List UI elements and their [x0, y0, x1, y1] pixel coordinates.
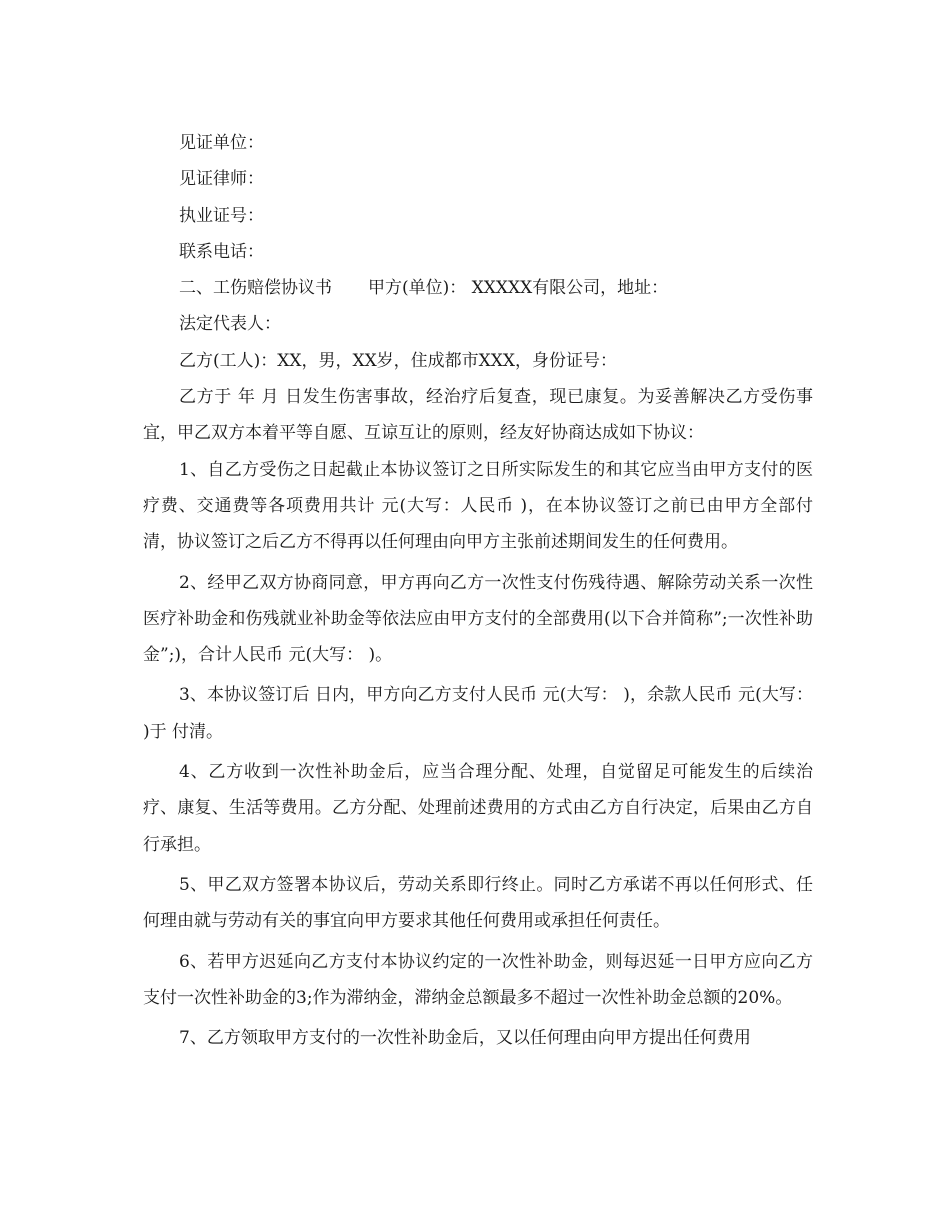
- clause-paragraph: 2、经甲乙双方协商同意，甲方再向乙方一次性支付伤残待遇、解除劳动关系一次性医疗补助金和伤残就业补助金等依法应由甲方支付的全部费用(以下合并简称”;一次性补助金”;)，合计人民币 元(大写： )。: [143, 572, 813, 666]
- party-a-info: 甲方(单位)： XXXXX有限公司，地址：: [368, 278, 669, 299]
- title-line: [143, 270, 813, 306]
- clause-paragraph: 4、乙方收到一次性补助金后，应当合理分配、处理，自觉留足可能发生的后续治疗、康复、生活等费用。乙方分配、处理前述费用的方式由乙方自行决定，后果由乙方自行承担。: [143, 762, 813, 855]
- witness-lawyer-label: 见证律师：: [179, 169, 264, 190]
- clause-paragraph: 3、本协议签订后 日内，甲方向乙方支付人民币 元(大写： )，余款人民币 元(大写： )于 付清。: [143, 685, 813, 742]
- document-body: [143, 125, 813, 1056]
- clause-paragraph: 6、若甲方迟延向乙方支付本协议约定的一次性补助金，则每迟延一日甲方应向乙方支付一次性补助金的3;作为滞纳金，滞纳金总额最多不超过一次性补助金总额的20%。: [143, 951, 813, 1008]
- section-title: 二、工伤赔偿协议书: [179, 278, 332, 299]
- clause-paragraph: 1、自乙方受伤之日起截止本协议签订之日所实际发生的和其它应当由甲方支付的医疗费、交通费等各项费用共计 元(大写：人民币 )，在本协议签订之前已由甲方全部付清，协议签订之后乙方不得再以任何理由向甲方主张前述期间发生的任何费用。: [143, 459, 813, 553]
- intro-paragraph: 乙方于 年 月 日发生伤害事故，经治疗后复查，现已康复。为妥善解决乙方受伤事宜，甲乙双方本着平等自愿、互谅互让的原则，经友好协商达成如下协议：: [143, 387, 813, 444]
- party-b-info: 乙方(工人)：XX，男，XX岁，住成都市XXX，身份证号：: [179, 350, 617, 371]
- contact-phone-label: 联系电话：: [179, 241, 264, 262]
- witness-unit-label: 见证单位：: [179, 133, 264, 153]
- practice-cert-label: 执业证号：: [179, 205, 264, 226]
- clause-paragraph: 7、乙方领取甲方支付的一次性补助金后，又以任何理由向甲方提出任何费用: [179, 1028, 751, 1049]
- legal-rep-label: 法定代表人：: [179, 314, 281, 335]
- clause-paragraph: 5、甲乙双方签署本协议后，劳动关系即行终止。同时乙方承诺不再以任何形式、任何理由就与劳动有关的事宜向甲方要求其他任何费用或承担任何责任。: [143, 874, 813, 932]
